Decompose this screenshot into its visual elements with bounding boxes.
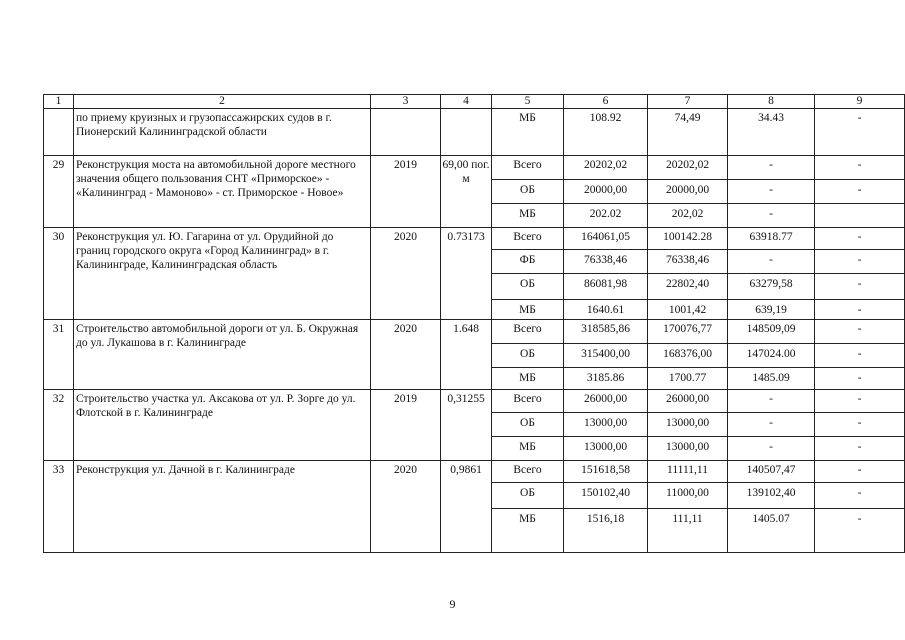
item-number-cell: 31	[44, 320, 74, 390]
total-cell: 26000,00	[564, 390, 648, 413]
source-cell: ОБ	[492, 274, 564, 300]
source-cell: Всего	[492, 461, 564, 483]
total-cell: 164061,05	[564, 228, 648, 250]
col9-cell: -	[815, 320, 905, 344]
total-cell: 318585,86	[564, 320, 648, 344]
year1-cell: 26000,00	[648, 390, 728, 413]
year1-cell: 170076,77	[648, 320, 728, 344]
year2-cell: 148509,09	[728, 320, 815, 344]
year2-cell: -	[728, 437, 815, 461]
table-row	[44, 390, 905, 413]
header-cell: 1	[44, 95, 74, 109]
year1-cell: 13000,00	[648, 413, 728, 437]
item-measure-cell: 0,9861	[441, 461, 492, 553]
year2-cell: 639,19	[728, 300, 815, 320]
total-cell: 202.02	[564, 204, 648, 228]
year1-cell: 1001,42	[648, 300, 728, 320]
header-cell: 4	[441, 95, 492, 109]
total-cell: 76338,46	[564, 250, 648, 274]
item-measure-cell: 69,00 пог. м	[441, 156, 492, 228]
col9-cell: -	[815, 274, 905, 300]
source-cell: МБ	[492, 437, 564, 461]
item-number-cell	[44, 109, 74, 156]
item-year-cell: 2020	[371, 320, 441, 390]
year2-cell: -	[728, 204, 815, 228]
item-number-cell: 29	[44, 156, 74, 228]
year1-cell: 100142.28	[648, 228, 728, 250]
year2-cell: 1405.07	[728, 509, 815, 553]
year1-cell: 74,49	[648, 109, 728, 156]
item-year-cell: 2020	[371, 461, 441, 553]
header-cell: 5	[492, 95, 564, 109]
total-cell: 3185.86	[564, 368, 648, 390]
total-cell: 150102,40	[564, 483, 648, 509]
item-measure-cell: 0.73173	[441, 228, 492, 320]
item-description-cell: по приему круизных и грузопассажирских судов в г. Пионерский Калининградской области	[74, 109, 371, 156]
header-cell: 8	[728, 95, 815, 109]
source-cell: МБ	[492, 509, 564, 553]
year2-cell: -	[728, 180, 815, 204]
total-cell: 86081,98	[564, 274, 648, 300]
col9-cell: -	[815, 250, 905, 274]
year2-cell: -	[728, 413, 815, 437]
year1-cell: 111,11	[648, 509, 728, 553]
year1-cell: 11000,00	[648, 483, 728, 509]
total-cell: 13000,00	[564, 413, 648, 437]
source-cell: ОБ	[492, 413, 564, 437]
year2-cell: 140507,47	[728, 461, 815, 483]
year1-cell: 20202,02	[648, 156, 728, 180]
page-number: 9	[449, 597, 456, 611]
table-row	[44, 156, 905, 180]
item-measure-cell: 0,31255	[441, 390, 492, 461]
item-year-cell: 2020	[371, 228, 441, 320]
item-description-cell: Реконструкция моста на автомобильной дороге местного значения общего пользования СНТ «Приморское» - «Калининград - Мамоново» - ст. Приморское - Новое»	[74, 156, 371, 228]
total-cell: 315400,00	[564, 344, 648, 368]
col9-cell: -	[815, 437, 905, 461]
col9-cell	[815, 204, 905, 228]
header-cell: 9	[815, 95, 905, 109]
col9-cell: -	[815, 483, 905, 509]
header-row	[44, 95, 905, 109]
year2-cell: 139102,40	[728, 483, 815, 509]
year2-cell: 1485.09	[728, 368, 815, 390]
col9-cell: -	[815, 228, 905, 250]
source-cell: Всего	[492, 320, 564, 344]
item-number-cell: 33	[44, 461, 74, 553]
year1-cell: 20000,00	[648, 180, 728, 204]
table-row	[44, 461, 905, 483]
col9-cell: -	[815, 156, 905, 180]
table-row	[44, 109, 905, 156]
table-row	[44, 228, 905, 250]
source-cell: ОБ	[492, 344, 564, 368]
item-description-cell: Строительство автомобильной дороги от ул. Б. Окружная до ул. Лукашова в г. Калининграде	[74, 320, 371, 390]
total-cell: 20000,00	[564, 180, 648, 204]
year1-cell: 168376,00	[648, 344, 728, 368]
source-cell: МБ	[492, 204, 564, 228]
year2-cell: -	[728, 156, 815, 180]
col9-cell: -	[815, 368, 905, 390]
header-cell: 2	[74, 95, 371, 109]
item-year-cell	[371, 109, 441, 156]
source-cell: ОБ	[492, 180, 564, 204]
col9-cell: -	[815, 390, 905, 413]
year1-cell: 13000,00	[648, 437, 728, 461]
year1-cell: 11111,11	[648, 461, 728, 483]
header-cell: 3	[371, 95, 441, 109]
col9-cell: -	[815, 109, 905, 156]
year1-cell: 22802,40	[648, 274, 728, 300]
source-cell: Всего	[492, 156, 564, 180]
source-cell: ОБ	[492, 483, 564, 509]
item-measure-cell	[441, 109, 492, 156]
total-cell: 1640.61	[564, 300, 648, 320]
item-year-cell: 2019	[371, 390, 441, 461]
source-cell: Всего	[492, 228, 564, 250]
total-cell: 108.92	[564, 109, 648, 156]
year2-cell: -	[728, 390, 815, 413]
item-description-cell: Реконструкция ул. Ю. Гагарина от ул. Орудийной до границ городского округа «Город Калининград» в г. Калининграде, Калининградская область	[74, 228, 371, 320]
item-description-cell: Строительство участка ул. Аксакова от ул. Р. Зорге до ул. Флотской в г. Калининграде	[74, 390, 371, 461]
year2-cell: 34.43	[728, 109, 815, 156]
year1-cell: 76338,46	[648, 250, 728, 274]
col9-cell: -	[815, 461, 905, 483]
year1-cell: 1700.77	[648, 368, 728, 390]
col9-cell: -	[815, 300, 905, 320]
year1-cell: 202,02	[648, 204, 728, 228]
source-cell: МБ	[492, 109, 564, 156]
source-cell: ФБ	[492, 250, 564, 274]
item-description-cell: Реконструкция ул. Дачной в г. Калининграде	[74, 461, 371, 553]
item-number-cell: 30	[44, 228, 74, 320]
col9-cell: -	[815, 413, 905, 437]
source-cell: МБ	[492, 368, 564, 390]
year2-cell: 63279,58	[728, 274, 815, 300]
total-cell: 1516,18	[564, 509, 648, 553]
item-year-cell: 2019	[371, 156, 441, 228]
header-cell: 6	[564, 95, 648, 109]
header-cell: 7	[648, 95, 728, 109]
source-cell: Всего	[492, 390, 564, 413]
total-cell: 20202,02	[564, 156, 648, 180]
item-number-cell: 32	[44, 390, 74, 461]
budget-table	[43, 94, 905, 553]
col9-cell: -	[815, 344, 905, 368]
col9-cell: -	[815, 180, 905, 204]
item-measure-cell: 1.648	[441, 320, 492, 390]
total-cell: 151618,58	[564, 461, 648, 483]
source-cell: МБ	[492, 300, 564, 320]
year2-cell: 63918.77	[728, 228, 815, 250]
col9-cell: -	[815, 509, 905, 553]
year2-cell: -	[728, 250, 815, 274]
table-row	[44, 320, 905, 344]
year2-cell: 147024.00	[728, 344, 815, 368]
total-cell: 13000,00	[564, 437, 648, 461]
